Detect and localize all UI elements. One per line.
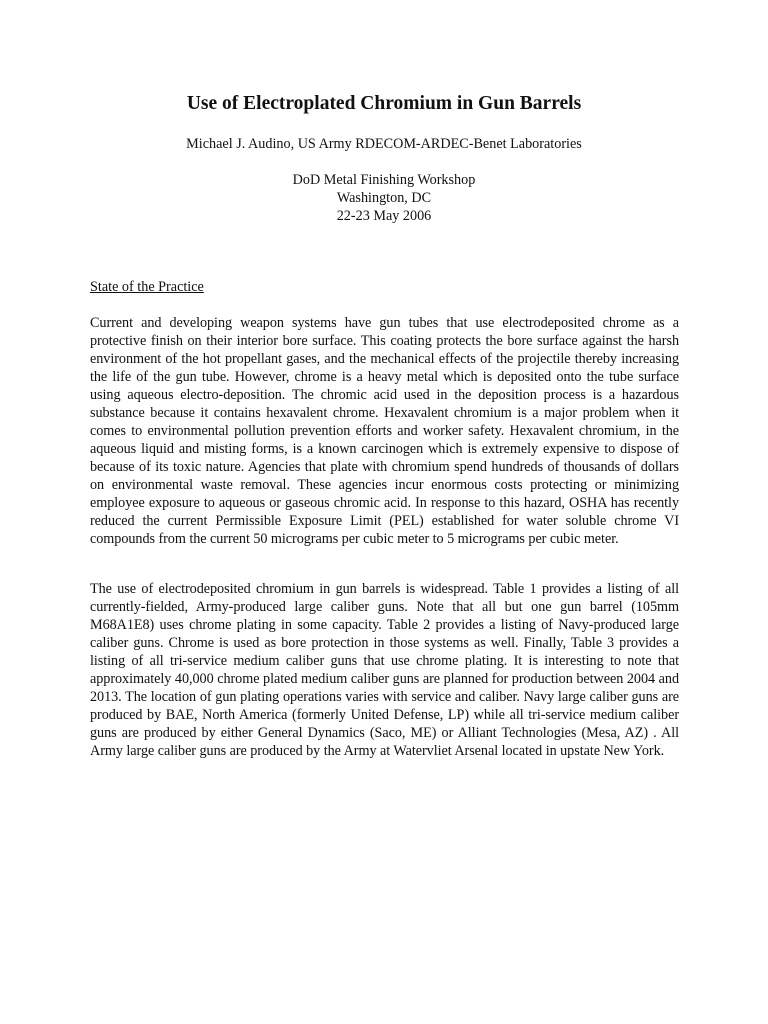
body-paragraph: The use of electrodeposited chromium in gun barrels is widespread. Table 1 provides a listing of all currently-fielded, Army-produced large caliber guns. Note that all but one gun barrel (105mm M68A1E8) uses chrome plating in some capacity. Table 2 provides a listing of Navy-produced large caliber guns. Chrome is used as bore protection in those systems as well. Finally, Table 3 provides a listing of all tri-service medium caliber guns that use chrome plating. It is interesting to note that approximately 40,000 chrome plated medium caliber guns are planned for production between 2004 and 2013. The location of gun plating operations varies with service and caliber. Navy large caliber guns are produced by BAE, North America (formerly United Defense, LP) while all tri-service medium caliber guns are produced by either General Dynamics (Saco, ME) or Alliant Technologies (Mesa, AZ) . All Army large caliber guns are produced by the Army at Watervliet Arsenal located in upstate New York. bbox=[90, 581, 679, 759]
document-title: Use of Electroplated Chromium in Gun Barrels bbox=[186, 93, 582, 114]
event-location: Washington, DC bbox=[336, 190, 432, 206]
event-info bbox=[0, 171, 768, 225]
body-paragraph: Current and developing weapon systems have gun tubes that use electrodeposited chrome as a protective finish on their interior bore surface. This coating protects the bore surface against the harsh environment of the hot propellant gases, and the mechanical effects of the projectile thereby increasing the life of the gun tube. However, chrome is a heavy metal which is deposited onto the tube surface using aqueous electro-deposition. The chromic acid used in the deposition process is a hazardous substance because it contains hexavalent chrome. Hexavalent chromium is a major problem when it comes to environmental pollution prevention efforts and worker safety. Hexavalent chromium, in the aqueous liquid and misting forms, is a known carcinogen which is extremely expensive to dispose of because of its toxic nature. Agencies that plate with chromium spend hundreds of thousands of dollars on environmental waste removal. These agencies incur enormous costs protecting or minimizing employee exposure to aqueous or gaseous chromic acid. In response to this hazard, OSHA has recently reduced the current Permissible Exposure Limit (PEL) established for water soluble chrome VI compounds from the current 50 micrograms per cubic meter to 5 micrograms per cubic meter. bbox=[90, 315, 679, 547]
event-date: 22-23 May 2006 bbox=[336, 208, 432, 224]
author-line: Michael J. Audino, US Army RDECOM-ARDEC-Benet Laboratories bbox=[186, 136, 582, 152]
event-name: DoD Metal Finishing Workshop bbox=[292, 172, 476, 188]
section-heading: State of the Practice bbox=[90, 279, 204, 295]
